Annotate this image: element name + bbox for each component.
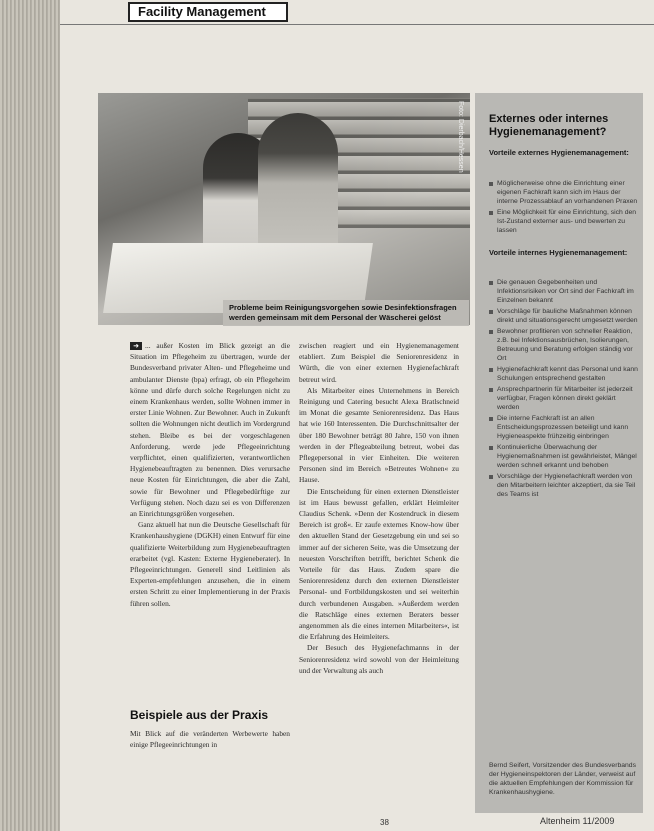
article-subheading: Beispiele aus der Praxis xyxy=(130,708,269,722)
info-box-sidebar xyxy=(475,93,643,813)
article-photo xyxy=(98,93,470,325)
article-column-2 xyxy=(299,340,459,676)
photo-credit: Foto: Dierbach/Hessen xyxy=(457,101,464,173)
section-tab: Facility Management xyxy=(128,2,288,22)
list-item: Vorschläge der Hygienefachkraft werden von den Mitarbeitern leichter akzeptiert, da sie Teil des Teams ist xyxy=(489,472,639,499)
header-rule xyxy=(60,24,654,25)
article-paragraph: Mit Blick auf die veränderten Werbewerte haben einige Pflegeeinrichtungen in xyxy=(130,729,290,750)
article-paragraph: Die Entscheidung für einen externen Dienstleister ist im Haus bewusst gefallen, erklärt Heimleiter Claudius Schenk. »Denn der Kostendruck in diesem Bereich ist groß«. Er zaufe externes Know-how über den aktuellen Stand der Gesetzgebung ein und sei so immer auf der sicheren Seite, was die Umsetzung der neuesten Vorschriften betrifft, berichtet Schenk die Vorteile für das Haus. Zudem spare die Seniorenresidenz durch den externen Dienstleister Personal- und Fortbildungskosten und sei weiterhin durch verbundenen Ausgaben. »Außerdem werden die Ratschläge eines externen Beraters besser angenommen als die eines internen Mitarbeiters«, ist die Erfahrung des Heimleiters. xyxy=(299,486,459,642)
magazine-issue: Altenheim 11/2009 xyxy=(540,816,615,826)
page-number: 38 xyxy=(380,818,389,827)
book-page-edges xyxy=(0,0,60,831)
article-paragraph: Der Besuch des Hygienefachmanns in der Seniorenresidenz wird sowohl von der Heimleitung und der Verwaltung als auch xyxy=(299,643,459,675)
list-item: Die interne Fachkraft ist an allen Entscheidungsprozessen beteiligt und kann Hygieneaspekte frühzeitig einbringen xyxy=(489,414,639,441)
list-item: Kontinuierliche Überwachung der Hygienemaßnahmen ist gewährleistet, Mängel werden schnell erkannt und behoben xyxy=(489,443,639,470)
sidebar-subhead-internal: Vorteile internes Hygienemanagement: xyxy=(489,248,628,257)
list-item: Ansprechpartnerin für Mitarbeiter ist jederzeit verfügbar, Fragen können direkt geklärt werden xyxy=(489,385,639,412)
list-item: Die genauen Gegebenheiten und Infektionsrisiken vor Ort sind der Fachkraft im Einzelnen bekannt xyxy=(489,278,639,305)
list-item: Hygienefachkraft kennt das Personal und kann Schulungen entsprechend gestalten xyxy=(489,365,639,383)
arrow-icon: ➜ xyxy=(130,342,142,350)
sidebar-title: Externes oder internes Hygienemanagement? xyxy=(489,113,609,138)
sidebar-list-external xyxy=(489,179,639,237)
list-item: Bewohner profitieren von schneller Reaktion, z.B. bei Infektionsausbrüchen, Isolierungen, Betreuung und Beratung erfolgen ständig vor Ort xyxy=(489,327,639,363)
article-paragraph: Als Mitarbeiter eines Unternehmens in Bereich Reinigung und Catering besucht Alexa Bratlschneid im Monat die gesamte Seniorenresidenz. Das Haus hat wie 160 Interessenten. Die Durchschnittsalter der über 180 Bewohner beträgt 80 Jahre, 150 von ihnen werden in der Pflegeabteilung betreut, wobei das Pflegepersonal in vier Einheiten. Die weiteren Personen sind im Bereich »Betreutes Wohnen« zu Hause. xyxy=(299,385,459,485)
list-item: Eine Möglichkeit für eine Einrichtung, sich den Ist-Zustand externer aus- und bewerten zu lassen xyxy=(489,208,639,235)
sidebar-footnote: Bernd Seifert, Vorsitzender des Bundesverbands der Hygieneinspektoren der Länder, verweist auf die aktuellen Empfehlungen der Kommission für Krankenhaushygiene. xyxy=(489,762,636,796)
article-paragraph: zwischen reagiert und ein Hygienemanagement etabliert. Zum Beispiel die Seniorenresidenz in Würth, die von einer externen Hygienefachkraft betreut wird. xyxy=(299,341,459,384)
article-paragraph: Ganz aktuell hat nun die Deutsche Gesellschaft für Krankenhaushygiene (DGKH) einen Entwurf für eine qualifizierte Weiterbildung zum Hygienebeauftragten erarbeitet (vgl. Kasten: Externe Hygieneberater). In Pflegeeinrichtungen. Generell sind Leitlinien als Experten-empfehlungen anzusehen, die in einem ersten Schritt zu einer Implementierung in der Praxis führen sollen. xyxy=(130,520,290,608)
sidebar-list-internal xyxy=(489,278,639,501)
list-item: Möglicherweise ohne die Einrichtung einer eigenen Fachkraft kann sich im Haus der interne Prozessablauf an vorhandenen Praxen xyxy=(489,179,639,206)
photo-caption: Probleme beim Reinigungsvorgehen sowie Desinfektionsfragen werden gemeinsam mit dem Personal der Wäscherei gelöst xyxy=(223,300,469,326)
article-paragraph: ➜ ... außer Kosten im Blick gezeigt an die Situation im Pflegeheim zu übertragen, wurde der Bundesverband privater Alten- und Pflegeheime und ambulanter Dienste (bpa) erfragt, ob ein Pflegeheim könne und dürfe durch solche Regelungen nicht zu einem Krankenhaus werden, sollte Wohnen immer in erster Linie Wohnen. Zur Bewohner. Auch in Zukunft sollten die Wohnungen nicht deutlich im Vordergrund stehen. Bleibe es bei der vorgeschlagenen Anforderung, werde jede Pflegeeinrichtung verpflichtet, einen qualifizierten, verantwortlichen Hygienebeauftragten zu benennen. Dies verursache neue Kosten für Einrichtungen, die aber die Zahl, sowie für Bewohner und Pflegebedürftige zur Verfügung stehen. Noch dazu sei es von Differenzen an Einrichtungsgrößen vorgesehen. xyxy=(130,341,290,519)
article-column-1 xyxy=(130,340,290,609)
sidebar-subhead-external: Vorteile externes Hygienemanagement: xyxy=(489,148,629,157)
list-item: Vorschläge für bauliche Maßnahmen können direkt und situationsgerecht umgesetzt werden xyxy=(489,307,639,325)
